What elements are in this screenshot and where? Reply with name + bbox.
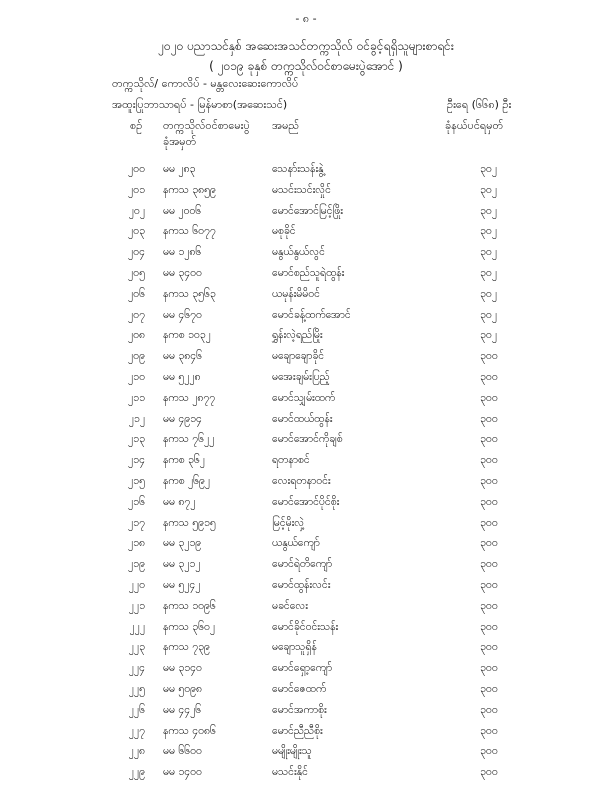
table-row (0, 284, 612, 305)
seat-number: မမ ၄၄၂၆ (163, 703, 202, 716)
row-number: ၂၁၆ (128, 495, 145, 508)
table-row (0, 346, 612, 367)
seat-number: နကသ ၇၃၉ (163, 641, 210, 654)
marks-value: ၃၀၂ (480, 204, 497, 217)
seat-number: နကစ ၂၆၉၂ (163, 474, 211, 487)
table-row (0, 637, 612, 658)
row-number: ၂၂၉ (128, 766, 145, 779)
table-row (0, 492, 612, 513)
student-name: မောင်ညီညီစိုး (272, 724, 323, 737)
student-name: မောင်ခန့်ထက်အောင် (272, 308, 351, 321)
seat-number: နကသ ၂၈၇၇ (163, 391, 216, 404)
row-number: ၂၁၀ (128, 370, 145, 383)
table-row (0, 513, 612, 534)
row-number: ၂၂၇ (128, 724, 145, 737)
marks-value: ၃၀၂ (480, 329, 497, 342)
seat-number: နကသ ၅၉၁၅ (163, 516, 216, 529)
student-name: မသင်းနိုင် (272, 766, 308, 779)
table-row (0, 762, 612, 783)
marks-value: ၃၀၀ (480, 537, 498, 550)
table-row (0, 596, 612, 617)
seat-number: မမ ၃၂၁၂ (163, 558, 201, 571)
row-number: ၂၂၄ (128, 662, 145, 675)
student-name: မောင်သျှမ်းထက် (272, 391, 336, 404)
table-row (0, 658, 612, 679)
marks-value: ၃၀၂ (480, 246, 497, 259)
student-name: မခင်လေး (272, 599, 308, 612)
seat-number: မမ ၄၉၁၄ (163, 412, 202, 425)
marks-value: ၃၀၀ (480, 703, 498, 716)
table-row (0, 471, 612, 492)
table-row (0, 409, 612, 430)
marks-value: ၃၀၀ (480, 474, 498, 487)
column-header-marks: ခုံနယ်ပင်ရမှတ် (445, 119, 504, 132)
seat-number: မမ ၁၄၀၀ (163, 766, 202, 779)
row-number: ၂၀၈ (127, 329, 145, 342)
subject-line: အထူးပြုဘာသာရပ် - မြန်မာစာ(အဆေးသင်) (112, 98, 288, 111)
table-row (0, 325, 612, 346)
student-name: မောင်ရှော့ကျော် (272, 662, 333, 675)
seat-number: မမ ၃၄၀၀ (163, 266, 202, 279)
marks-value: ၃၀၀ (480, 350, 498, 363)
marks-value: ၃၀၀ (480, 745, 498, 758)
row-number: ၂၀၆ (128, 287, 145, 300)
table-row (0, 575, 612, 596)
student-name: မနွယ်နွယ်လွင် (272, 246, 325, 259)
seat-number: နကစ ၁၀၃၂ (163, 329, 211, 342)
page-number: - ၈ - (295, 12, 317, 25)
row-number: ၂၀၄ (128, 246, 145, 259)
student-name: မောင်အောင်ကိုချစ် (272, 433, 343, 446)
seat-number: မမ ၈၇၂ (163, 495, 196, 508)
marks-value: ၃၀၂ (480, 308, 497, 321)
seat-number: မမ ၃၈၄၆ (163, 350, 203, 363)
marks-value: ၃၀၀ (480, 578, 498, 591)
student-name: မောင်ခိုင်ဝင်းသန်း (272, 620, 339, 633)
student-name: မောင်အောင်မြင့်ဖြိုး (272, 204, 343, 217)
row-number: ၂၂၈ (128, 745, 145, 758)
student-name: မောင်အကာစိုး (272, 703, 327, 716)
row-number: ၂၁၅ (128, 474, 145, 487)
row-number: ၂၂၁ (128, 599, 145, 612)
seat-number: နကသ ၃၅၆၃ (163, 287, 216, 300)
student-name: မောင်ထယ်ထွန်း (272, 412, 333, 425)
row-number: ၂၀၇ (128, 308, 145, 321)
table-row (0, 700, 612, 721)
marks-value: ၃၀၀ (480, 599, 498, 612)
table-row (0, 263, 612, 284)
marks-value: ၃၀၀ (480, 454, 498, 467)
row-number: ၂၁၄ (128, 454, 145, 467)
row-number: ၂၀၀ (128, 163, 145, 175)
marks-value: ၃၀၂ (480, 287, 497, 300)
marks-value: ၃၀၀ (480, 516, 498, 529)
table-row (0, 388, 612, 409)
marks-value: ၃၀၀ (480, 370, 498, 383)
row-number: ၂၀၅ (128, 266, 145, 279)
seat-number: မမ ၅၀၉၈ (163, 682, 203, 695)
student-list (0, 159, 612, 783)
column-header-seat-line2: ခုံအမှတ် (163, 135, 197, 148)
student-name: လေးရတနာဝင်း (272, 474, 331, 487)
seat-number: မမ ၄၆၇၀ (163, 308, 202, 321)
marks-value: ၃၀၀ (480, 495, 498, 508)
marks-value: ၃၀၀ (480, 662, 498, 675)
student-name: မအေးချမ်းပြည့် (272, 370, 330, 383)
student-name: မချောသူရှိန် (272, 641, 317, 654)
table-row (0, 450, 612, 471)
marks-value: ၃၀၀ (480, 391, 498, 404)
table-row (0, 617, 612, 638)
student-name: မြင့်မိုးလှဲ့ (272, 516, 305, 529)
document-subtitle: ( ၂၀၁၉ ခုနှစ် တက္ကသိုလ်ဝင်စာမေးပွဲအောင် ) (209, 59, 403, 73)
table-row (0, 679, 612, 700)
marks-value: ၃၀၀ (480, 620, 498, 633)
marks-value: ၃၀၀ (480, 766, 498, 779)
table-row (0, 367, 612, 388)
table-row (0, 221, 612, 242)
student-name: မောင်အောင်ပိုင်စိုး (272, 495, 340, 508)
student-name: ရတနာစင် (272, 454, 310, 467)
marks-value: ၃၀၀ (480, 682, 498, 695)
row-number: ၂၂၂ (129, 620, 145, 633)
row-number: ၂၂၆ (128, 703, 145, 716)
column-header-seat (163, 118, 250, 150)
marks-value: ၃၀၀ (480, 724, 498, 737)
seat-number: မမ ၁၂၈၆ (163, 246, 202, 259)
seat-number: မမ ၃၁၄၀ (163, 662, 202, 675)
student-name: သေနာ်းသန်းနွဲ့ (272, 163, 324, 175)
seat-number: နကသ ၃၈၅၉ (163, 183, 216, 196)
student-name: မောင်ထွန်းလင်း (272, 578, 331, 591)
row-number: ၂၁၉ (128, 558, 145, 571)
seat-number: မမ ၃၂၁၉ (163, 537, 202, 550)
student-name: မောင်ရဲတိကျော် (272, 558, 333, 571)
row-number: ၂၂၅ (128, 682, 145, 695)
column-header-no: စဉ် (130, 119, 143, 132)
university-line: တက္ကသိုလ်/ ကောလိပ် - မန္တလေးဆေးကောလိပ် (112, 77, 299, 90)
marks-value: ၃၀၀ (480, 412, 498, 425)
seat-number: မမ ၂၈၃ (163, 163, 196, 175)
student-name: မချောချောခိုင် (272, 350, 325, 363)
row-number: ၂၁၁ (128, 391, 145, 404)
table-row (0, 741, 612, 762)
seat-number: နကစ ၃၆၂ (163, 454, 205, 467)
seat-number: မမ ၅၂၄၂ (163, 578, 201, 591)
marks-value: ၃၀၀ (480, 641, 498, 654)
student-name: မသင်းသင်းလှိုင် (272, 183, 331, 196)
marks-value: ၃၀၀ (480, 433, 498, 446)
seat-number: နကသ ၁၀၉၆ (163, 599, 216, 612)
seat-number: မမ ၆၆၀၀ (163, 745, 202, 758)
student-name: ယနွယ်ကျော် (272, 537, 320, 550)
table-row (0, 305, 612, 326)
table-row (0, 721, 612, 742)
row-number: ၂၁၈ (127, 537, 145, 550)
marks-value: ၃၀၂ (480, 183, 497, 196)
table-row (0, 533, 612, 554)
seat-number: မမ ၂၀၀၆ (163, 204, 202, 217)
seat-number: မမ ၅၂၂၈ (163, 370, 201, 383)
row-number: ၂၁၂ (128, 412, 145, 425)
table-row (0, 429, 612, 450)
column-header-name: အမည် (272, 119, 300, 132)
document-title: ၂၀၂၀ ပညာသင်နှစ် အဆေးအသင်တက္ကသိုလ် ဝင်ခွင့်ရရှိသူများစာရင်း (158, 39, 454, 53)
row-number: ၂၁၇ (128, 516, 145, 529)
seat-number: နကသ ၇၆၂၂ (163, 433, 215, 446)
student-name: ယမုန်းမိမိဝင် (272, 287, 321, 300)
column-header-seat-line1: တက္ကသိုလ်ဝင်စာမေးပွဲ (163, 119, 250, 132)
student-name: မမျိုးမျိုးသူ (272, 745, 312, 758)
student-name: ရွှန်းလဲ့ရည်မြိုး (272, 329, 323, 342)
table-row (0, 201, 612, 222)
row-number: ၂၂၃ (128, 641, 145, 654)
marks-value: ၃၀၂ (480, 266, 497, 279)
total-count: ဦးရေ (၆၆၈) ဦး (447, 98, 512, 111)
row-number: ၂၀၂ (128, 204, 145, 217)
table-row (0, 554, 612, 575)
student-name: မောင်ဇေထက် (272, 682, 327, 695)
student-name: မစုခိုင် (272, 225, 296, 238)
row-number: ၂၀၉ (128, 350, 145, 363)
marks-value: ၃၀၂ (480, 163, 497, 175)
seat-number: နကသ ၃၆၀၂ (163, 620, 216, 633)
table-row (0, 159, 612, 180)
marks-value: ၃၀၂ (480, 225, 497, 238)
row-number: ၂၀၁ (128, 183, 145, 196)
seat-number: နကသ ၄၀၈၆ (163, 724, 216, 737)
row-number: ၂၁၃ (128, 433, 145, 446)
marks-value: ၃၀၀ (480, 558, 498, 571)
seat-number: နကသ ၆၀၇၇ (163, 225, 216, 238)
row-number: ၂၂၀ (128, 578, 145, 591)
row-number: ၂၀၃ (128, 225, 145, 238)
student-name: မောင်စည်သူရဲထွန်း (272, 266, 345, 279)
table-row (0, 242, 612, 263)
table-row (0, 180, 612, 201)
